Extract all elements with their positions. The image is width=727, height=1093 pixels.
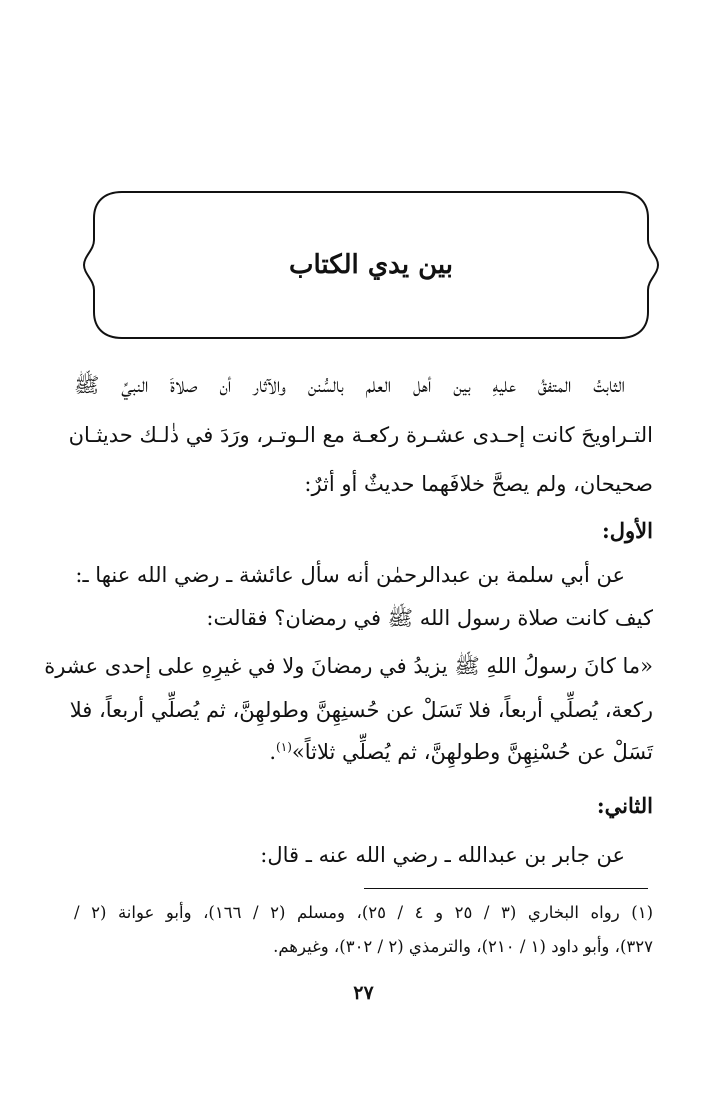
quote-line-1: «ما كانَ رسولُ اللهِ ﷺ يزيدُ في رمضانَ ولا في غيرِهِ على إحدى عشرة	[44, 654, 653, 678]
quote-line-2: ركعة، يُصلِّي أربعاً، فلا تَسَلْ عن حُسنِهِنَّ وطولهِنَّ، ثم يُصلِّي أربعاً، فلا	[69, 698, 653, 722]
quote-line-3	[74, 740, 653, 764]
second-line-1: عن جابر بن عبدالله ـ رضي الله عنه ـ قال:	[260, 843, 625, 867]
intro-line-3: صحيحان، ولم يصحَّ خلافَهما حديثٌ أو أثرٌ:	[304, 472, 653, 496]
page-number: ٢٧	[353, 982, 374, 1004]
quote-end: .	[269, 740, 277, 764]
footnote-divider	[364, 888, 648, 889]
footnote-marker: (١)	[276, 740, 292, 754]
footnote-line-1: (١) رواه البخاري (٣ / ٢٥ و ٤ / ٢٥)، ومسلم (٢ / ١٦٦)، وأبو عوانة (٢ /	[74, 903, 653, 922]
first-line-2: كيف كانت صلاة رسول الله ﷺ في رمضان؟ فقالت:	[206, 606, 653, 630]
first-heading: الأول:	[602, 518, 653, 543]
second-heading: الثاني:	[596, 793, 653, 818]
quote-line-3-text: تَسَلْ عن حُسْنِهِنَّ وطولهِنَّ، ثم يُصلِّي ثلاثاً»	[291, 740, 653, 764]
footnote-line-2: ٣٢٧)، وأبو داود (١ / ٢١٠)، والترمذي (٢ / ٣٠٢)، وغيرهم.	[273, 937, 653, 956]
section-title: بين يدي الكتاب	[289, 250, 453, 280]
intro-line-1: الثابتُ المتفقُ عليهِ بين أهل العلم بالسُّنن والآثار أن صلاةَ النبيِّ ﷺ	[74, 373, 625, 397]
first-line-1: عن أبي سلمة بن عبدالرحمٰن أنه سأل عائشة ـ رضي الله عنها ـ:	[75, 563, 625, 587]
intro-line-2: التـراويحَ كانت إحـدى عشـرة ركعـة مع الـوتـر، ورَدَ في ذٰلـك حديثـان	[68, 423, 653, 447]
